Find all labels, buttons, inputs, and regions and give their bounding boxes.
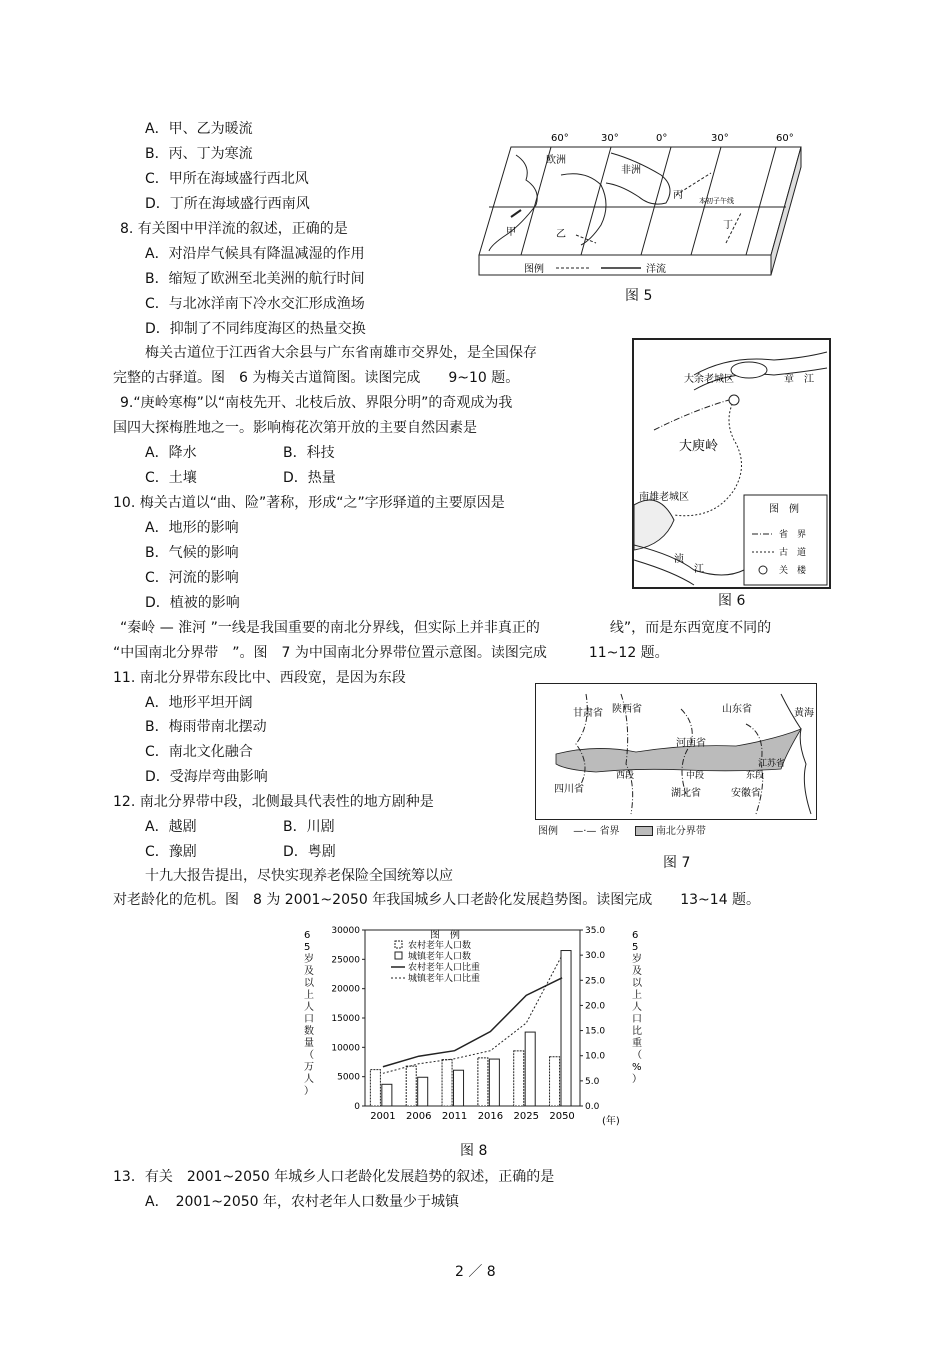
q8-option-d: D．抑制了不同纬度海区的热量交换	[145, 321, 366, 337]
q9-stem-line1: 9.“庚岭寒梅”以“南枝先开、北枝后放、界限分明”的奇观成为我	[120, 395, 513, 411]
fig8-x-tick-label: 2006	[406, 1111, 432, 1122]
figure-6-caption: 图 6	[718, 593, 746, 609]
figure-8	[300, 918, 647, 1128]
fig7-label-shandong: 山东省	[722, 704, 752, 715]
figure-7-legend: 图例 —·— 省界 南北分界带	[538, 826, 706, 837]
fig5-lon-5: 60°	[776, 133, 794, 144]
q13-option-a: A． 2001~2050 年，农村老年人口数量少于城镇	[145, 1194, 460, 1210]
fig5-legend-title: 图例	[524, 264, 544, 275]
q8-stem: 8. 有关图中甲洋流的叙述，正确的是	[120, 221, 348, 237]
q12-option-a: A．越剧	[145, 819, 197, 835]
fig6-label-dayuling: 大庾岭	[679, 439, 719, 454]
q13-stem: 13．有关 2001~2050 年城乡人口老龄化发展趋势的叙述，正确的是	[113, 1169, 555, 1185]
intro-11-12-line2: “中国南北分界带 ”。图 7 为中国南北分界带位置示意图。读图完成 11~12 题。	[113, 645, 669, 661]
q11-option-c: C．南北文化融合	[145, 744, 253, 760]
fig8-bar-urban	[525, 1032, 535, 1106]
fig8-x-tick-label: 2011	[441, 1111, 468, 1122]
fig7-legend-boundary: 省界	[599, 826, 620, 837]
q12-stem: 12. 南北分界带中段，北侧最具代表性的地方剧种是	[113, 794, 434, 810]
q8-option-a: A．对沿岸气候具有降温减湿的作用	[145, 246, 365, 262]
fig8-bar-rural	[406, 1066, 416, 1106]
fig8-right-axis-label: 6 5 岁及以上人口比重（%）	[632, 930, 642, 1085]
q9-option-d: D．热量	[283, 470, 336, 486]
fig5-label-meridian: 本初子午线	[699, 197, 734, 205]
fig5-label-bing: 丙	[673, 190, 683, 201]
figure-6-map	[634, 340, 829, 587]
q9-stem-line2: 国四大探梅胜地之一。影响梅花次第开放的主要自然因素是	[113, 420, 477, 436]
fig7-label-sichuan: 四川省	[554, 784, 584, 795]
q10-option-a: A．地形的影响	[145, 520, 239, 536]
fig7-label-east: 东段	[746, 771, 765, 781]
q9-option-c: C．土壤	[145, 470, 197, 486]
q8-option-b: B．缩短了欧洲至北美洲的航行时间	[145, 271, 365, 287]
q7-option-a: A．甲、乙为暖流	[145, 121, 253, 137]
fig6-label-zhang: 章 江	[784, 374, 814, 385]
intro-9-10-line2: 完整的古驿道。图 6 为梅关古道简图。读图完成 9~10 题。	[113, 370, 520, 386]
fig8-left-tick-label: 20000	[331, 984, 360, 995]
fig8-legend-title: 图 例	[430, 930, 460, 941]
fig8-left-tick-label: 15000	[331, 1014, 360, 1024]
fig8-bar-rural	[478, 1058, 488, 1106]
figure-7	[535, 683, 817, 820]
fig8-x-tick-label: 2050	[549, 1111, 575, 1122]
fig8-bar-urban	[382, 1084, 392, 1106]
fig6-legend-gate: 关 楼	[779, 566, 807, 576]
fig8-legend-label: 城镇老年人口数	[408, 952, 472, 962]
q10-option-d: D．植被的影响	[145, 595, 240, 611]
fig8-bar-urban	[489, 1059, 499, 1106]
fig5-lon-4: 30°	[711, 133, 729, 144]
fig6-label-jiang: 江	[694, 564, 704, 575]
fig7-label-hubei: 湖北省	[671, 788, 701, 799]
q11-option-b: B．梅雨带南北摆动	[145, 719, 267, 735]
fig7-label-gansu: 甘肃省	[573, 708, 603, 719]
fig8-left-axis-label: 6 5 岁及以上人口数量（万人）	[304, 930, 314, 1097]
fig7-label-shaanxi: 陕西省	[612, 704, 642, 715]
figure-8-caption: 图 8	[460, 1143, 488, 1159]
fig8-left-tick-label: 25000	[331, 955, 360, 966]
fig5-label-europe: 欧洲	[546, 155, 566, 166]
fig6-label-zhen: 浈	[674, 554, 684, 565]
q12-option-b: B．川剧	[283, 819, 335, 835]
q9-option-a: A．降水	[145, 445, 197, 461]
fig7-legend-band: 南北分界带	[655, 826, 706, 837]
fig8-right-tick-label: 25.0	[585, 976, 606, 987]
fig6-label-dayu: 大余老城区	[684, 374, 734, 385]
fig6-legend-boundary: 省 界	[779, 530, 807, 540]
q12-option-d: D．粤剧	[283, 844, 336, 860]
fig5-label-africa: 非洲	[621, 165, 641, 176]
q8-option-c: C．与北冰洋南下冷水交汇形成渔场	[145, 296, 365, 312]
intro-11-12-line1: “秦岭 — 淮河 ”一线是我国重要的南北分界线，但实际上并非真正的 线”，而是东西宽度不同的	[120, 620, 772, 636]
fig8-right-tick-label: 20.0	[585, 1001, 606, 1012]
fig5-label-yi: 乙	[556, 229, 566, 240]
q10-option-c: C．河流的影响	[145, 570, 239, 586]
figure-7-caption: 图 7	[663, 855, 691, 871]
figure-8-chart	[300, 918, 647, 1128]
figure-5-map	[461, 125, 815, 280]
fig8-bar-rural	[442, 1060, 452, 1106]
intro-9-10-line1: 梅关古道位于江西省大余县与广东省南雄市交界处，是全国保存	[145, 345, 537, 361]
fig8-legend-label: 农村老年人口数	[408, 941, 472, 951]
q12-option-c: C．豫剧	[145, 844, 197, 860]
fig8-right-tick-label: 0.0	[585, 1102, 600, 1112]
fig6-legend-road: 古 道	[779, 548, 807, 558]
fig8-x-tick-label: 2016	[477, 1111, 504, 1122]
fig8-left-tick-label: 30000	[331, 926, 360, 936]
fig8-left-tick-label: 5000	[337, 1072, 360, 1083]
figure-7-map	[536, 684, 816, 819]
fig7-legend-band-swatch	[635, 826, 653, 836]
q7-option-c: C．甲所在海域盛行西北风	[145, 171, 309, 187]
fig5-label-ding: 丁	[723, 220, 733, 231]
fig6-label-nanxiong: 南雄老城区	[639, 492, 689, 503]
fig8-legend-label: 城镇老年人口比重	[408, 974, 481, 984]
page-number: 2 ／ 8	[455, 1264, 496, 1280]
fig7-label-mid: 中段	[686, 771, 705, 781]
fig8-bar-urban	[561, 951, 571, 1106]
fig8-right-tick-label: 35.0	[585, 926, 606, 936]
fig8-left-tick-label: 0	[354, 1102, 360, 1112]
fig7-label-huanghai: 黄海	[794, 708, 814, 719]
fig7-label-henan: 河南省	[676, 738, 706, 749]
fig7-label-west: 西段	[616, 771, 635, 781]
q11-stem: 11. 南北分界带东段比中、西段宽，是因为东段	[113, 670, 406, 686]
fig8-right-tick-label: 5.0	[585, 1076, 600, 1087]
fig7-legend-title: 图例	[538, 826, 558, 837]
fig8-legend-swatch-urban	[395, 952, 402, 959]
fig5-lon-3: 0°	[656, 133, 668, 144]
q7-option-b: B．丙、丁为寒流	[145, 146, 253, 162]
fig5-lon-2: 30°	[601, 133, 619, 144]
q9-option-b: B．科技	[283, 445, 335, 461]
fig5-legend-item: 洋流	[646, 264, 666, 275]
q11-option-d: D．受海岸弯曲影响	[145, 769, 268, 785]
fig7-label-jiangsu: 江苏省	[758, 759, 786, 769]
fig8-right-tick-label: 15.0	[585, 1026, 606, 1037]
fig8-legend-label: 农村老年人口比重	[408, 963, 481, 973]
fig8-bar-urban	[454, 1070, 464, 1106]
q7-option-d: D．丁所在海域盛行西南风	[145, 196, 310, 212]
figure-6	[632, 338, 831, 589]
fig5-lon-1: 60°	[551, 133, 569, 144]
q11-option-a: A．地形平坦开阔	[145, 695, 253, 711]
fig8-right-tick-label: 10.0	[585, 1051, 606, 1062]
figure-5-caption: 图 5	[625, 288, 653, 304]
fig8-bar-urban	[418, 1077, 428, 1106]
fig8-unit: (年)	[602, 1116, 620, 1127]
fig8-legend-swatch-rural	[395, 941, 402, 948]
q10-stem: 10. 梅关古道以“曲、险”著称，形成“之”字形驿道的主要原因是	[113, 495, 505, 511]
figure-5	[461, 125, 815, 280]
fig8-left-tick-label: 10000	[331, 1043, 360, 1054]
fig7-label-anhui: 安徽省	[731, 788, 761, 799]
fig6-legend-title: 图 例	[769, 504, 799, 515]
fig8-x-tick-label: 2025	[513, 1111, 539, 1122]
fig8-bar-rural	[514, 1051, 524, 1106]
intro-13-14-line1: 十九大报告提出，尽快实现养老保险全国统筹以应	[145, 868, 453, 884]
fig5-label-jia: 甲	[506, 227, 516, 238]
fig8-right-tick-label: 30.0	[585, 951, 606, 962]
fig8-bar-rural	[370, 1070, 380, 1106]
q10-option-b: B．气候的影响	[145, 545, 239, 561]
fig8-x-tick-label: 2001	[370, 1111, 396, 1122]
fig8-bar-rural	[550, 1057, 560, 1106]
intro-13-14-line2: 对老龄化的危机。图 8 为 2001~2050 年我国城乡人口老龄化发展趋势图。读图完成 13~14 题。	[113, 892, 761, 908]
